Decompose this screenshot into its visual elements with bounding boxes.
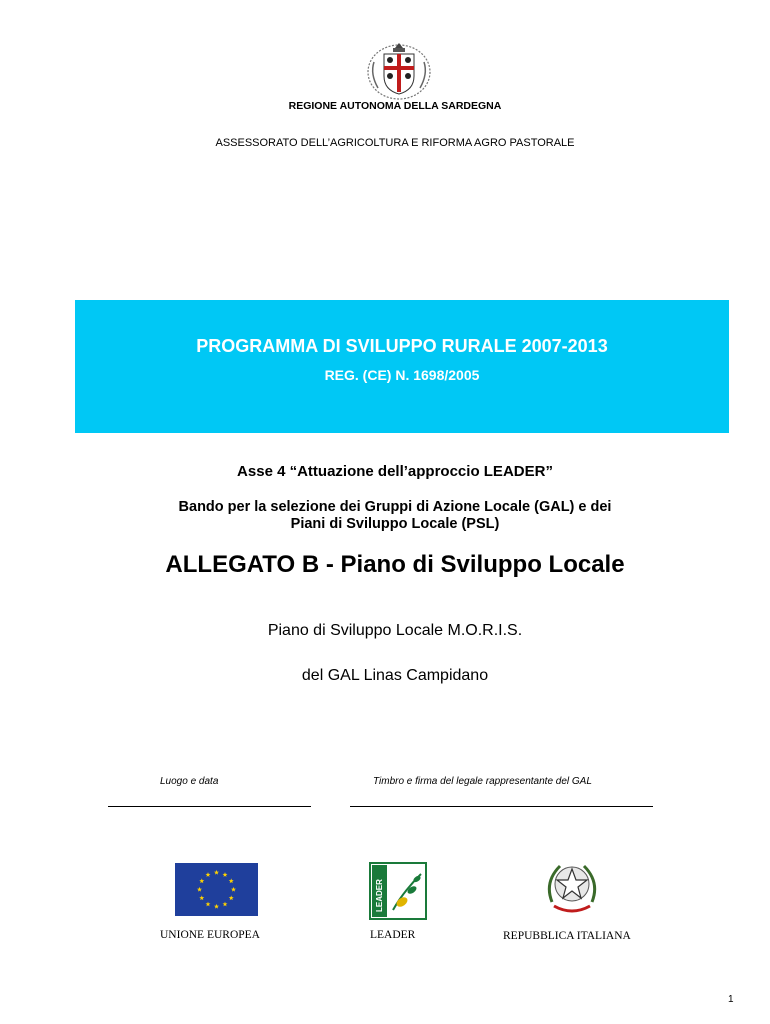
sardinia-coat-of-arms-icon <box>366 40 432 100</box>
svg-text:•••: ••• <box>569 909 575 914</box>
italian-republic-emblem-icon <box>544 858 600 916</box>
region-name: REGIONE AUTONOMA DELLA SARDEGNA <box>288 100 502 112</box>
gal-name: del GAL Linas Campidano <box>301 667 489 684</box>
bando-line-1: Bando per la selezione dei Gruppi di Azione Locale (GAL) e dei <box>178 499 612 515</box>
signature-line <box>350 806 653 807</box>
leader-logo-icon <box>369 862 427 920</box>
eu-caption: UNIONE EUROPEA <box>160 929 260 941</box>
leader-wordmark: LEADER <box>375 879 384 912</box>
document-title: ALLEGATO B - Piano di Sviluppo Locale <box>165 551 625 578</box>
stamp-signature-label: Timbro e firma del legale rappresentante del GAL <box>373 776 592 787</box>
asse-heading: Asse 4 “Attuazione dell’approccio LEADER” <box>237 463 553 480</box>
page-number: 1 <box>728 994 734 1005</box>
place-date-line <box>108 806 311 807</box>
leader-caption: LEADER <box>370 929 416 941</box>
eu-flag-icon <box>175 863 258 916</box>
bando-description <box>100 499 690 533</box>
regulation-reference: REG. (CE) N. 1698/2005 <box>324 367 480 383</box>
program-title: PROGRAMMA DI SVILUPPO RURALE 2007-2013 <box>196 336 608 356</box>
assessorato-name: ASSESSORATO DELL’AGRICOLTURA E RIFORMA AGRO PASTORALE <box>215 137 575 149</box>
place-date-label: Luogo e data <box>160 776 219 787</box>
psl-name: Piano di Sviluppo Locale M.O.R.I.S. <box>267 622 523 639</box>
italy-caption: REPUBBLICA ITALIANA <box>503 930 631 942</box>
bando-line-2: Piani di Sviluppo Locale (PSL) <box>290 516 500 532</box>
